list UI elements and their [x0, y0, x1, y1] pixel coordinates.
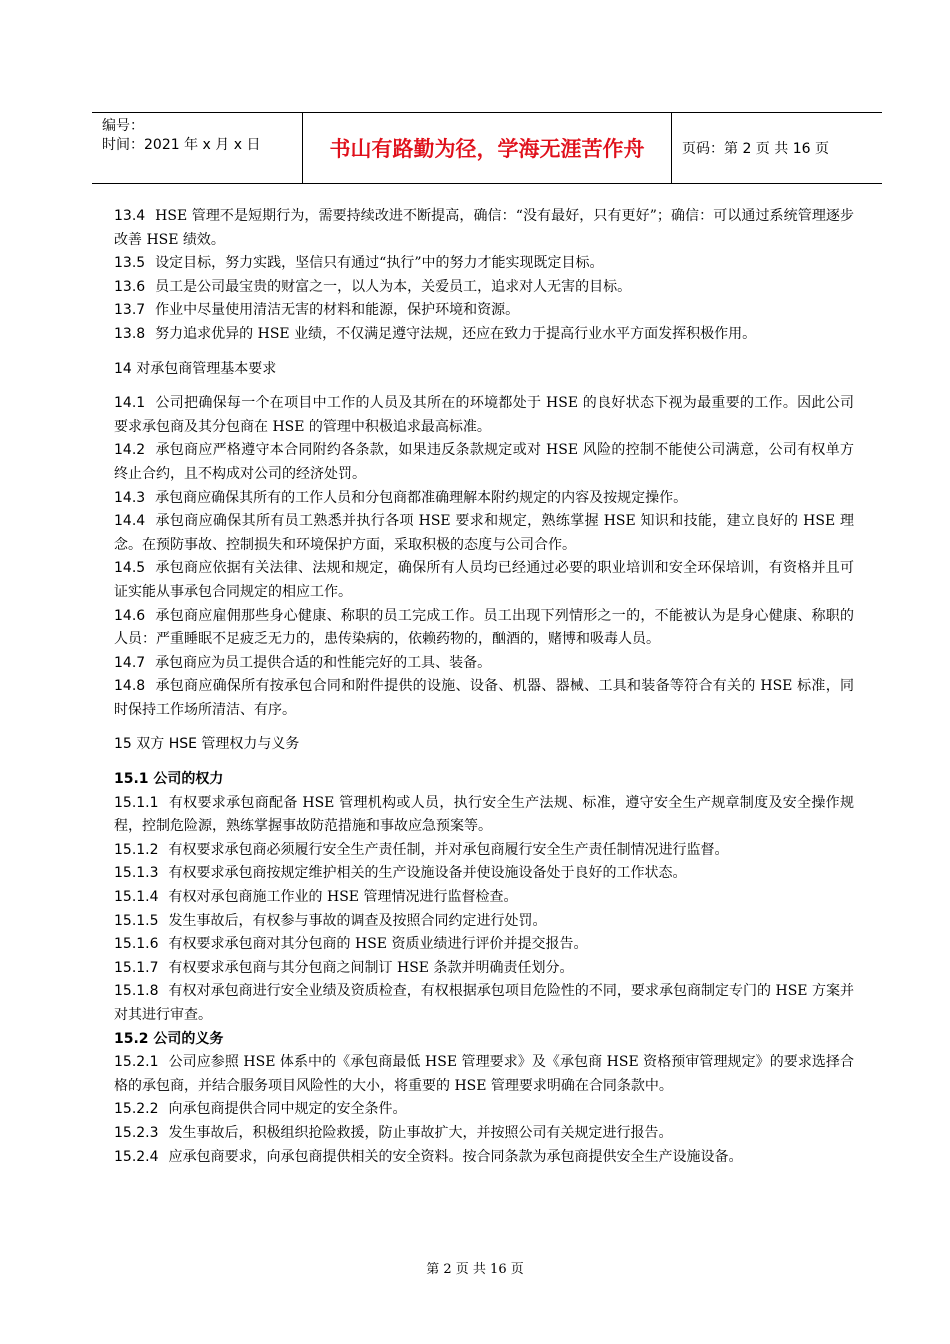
number-label: 编号：: [102, 118, 144, 134]
header-motto: 书山有路勤为径，学海无涯苦作舟: [303, 113, 672, 183]
clause-paragraph: [114, 839, 854, 863]
clause-number: 13.7: [114, 302, 146, 319]
clause-text: 有权对承包商施工作业的 HSE 管理情况进行监督检查。: [168, 889, 518, 906]
clause-number: 15.1.3: [114, 865, 159, 882]
clause-text: 员工是公司最宝贵的财富之一，以人为本，关爱员工，追求对人无害的目标。: [155, 278, 632, 295]
clause-text: 有权要求承包商与其分包商之间制订 HSE 条款并明确责任划分。: [168, 959, 574, 976]
clause-number: 14.8: [114, 678, 146, 695]
clause-text: 承包商应确保所有按承包合同和附件提供的设施、设备、机器、器械、工具和装备等符合有关的 HSE 标准，同时保持工作场所清洁、有序。: [114, 678, 854, 718]
clause-text: 设定目标，努力实践，坚信只有通过“执行”中的努力才能实现既定目标。: [155, 255, 604, 272]
clause-number: 15.1.6: [114, 936, 159, 953]
clause-paragraph: [114, 1146, 854, 1170]
clause-paragraph: [114, 862, 854, 886]
clause-paragraph: [114, 980, 854, 1027]
page-header: [92, 112, 882, 184]
clause-paragraph: [114, 252, 854, 276]
clause-paragraph: [114, 910, 854, 934]
clause-text: 承包商应依据有关法律、法规和规定，确保所有人员均已经通过必要的职业培训和安全环保培训，有资格并且可证实能从事承包合同规定的相应工作。: [114, 560, 854, 600]
clause-number: 13.5: [114, 255, 146, 272]
clause-paragraph: [114, 439, 854, 486]
clause-paragraph: [114, 1051, 854, 1098]
clause-paragraph: [114, 1098, 854, 1122]
clause-number: 15.1.5: [114, 912, 159, 929]
clause-paragraph: [114, 557, 854, 604]
clause-text: 应承包商要求，向承包商提供相关的安全资料。按合同条款为承包商提供安全生产设施设备。: [168, 1148, 743, 1165]
clause-paragraph: [114, 510, 854, 557]
clause-paragraph: [114, 205, 854, 252]
clause-text: 发生事故后，有权参与事故的调查及按照合同约定进行处罚。: [168, 912, 547, 929]
clause-number: 13.8: [114, 325, 146, 342]
header-page-label: 页码：第 2 页 共 16 页: [682, 141, 829, 157]
clause-paragraph: [114, 1122, 854, 1146]
clause-text: HSE 管理不是短期行为，需要持续改进不断提高，确信：“没有最好，只有更好”；确信：可以通过系统管理逐步改善 HSE 绩效。: [114, 208, 854, 248]
clause-number: 13.4: [114, 208, 146, 224]
clause-paragraph: [114, 299, 854, 323]
clause-text: 作业中尽量使用清洁无害的材料和能源，保护环境和资源。: [155, 302, 520, 319]
header-meta: [92, 113, 303, 183]
clause-number: 13.6: [114, 278, 146, 295]
clause-number: 15.1.7: [114, 959, 159, 976]
clause-number: 14.7: [114, 654, 146, 671]
subsection-heading: 15.2 公司的义务: [114, 1030, 224, 1047]
clause-paragraph: [114, 487, 854, 511]
document-body: [114, 205, 854, 1169]
clause-paragraph: [114, 933, 854, 957]
clause-number: 14.2: [114, 442, 146, 459]
clause-text: 向承包商提供合同中规定的安全条件。: [168, 1101, 407, 1118]
clause-text: 发生事故后，积极组织抢险救援，防止事故扩大，并按照公司有关规定进行报告。: [168, 1124, 673, 1141]
clause-number: 14.1: [114, 395, 146, 412]
clause-number: 15.1.4: [114, 889, 159, 906]
clause-number: 14.5: [114, 560, 146, 577]
clause-text: 承包商应确保其所有的工作人员和分包商都准确理解本附约规定的内容及按规定操作。: [155, 489, 688, 506]
clause-text: 承包商应为员工提供合适的和性能完好的工具、装备。: [155, 654, 492, 671]
clause-number: 15.2.4: [114, 1148, 159, 1165]
clause-number: 14.6: [114, 607, 146, 624]
clause-paragraph: [114, 276, 854, 300]
clause-text: 有权要求承包商必须履行安全生产责任制，并对承包商履行安全生产责任制情况进行监督。: [168, 841, 729, 858]
time-label: 时间：2021 年 x 月 x 日: [102, 137, 261, 153]
clause-number: 15.1.2: [114, 841, 159, 858]
clause-text: 有权要求承包商对其分包商的 HSE 资质业绩进行评价并提交报告。: [168, 936, 588, 953]
clause-paragraph: [114, 392, 854, 439]
section-heading: 14 对承包商管理基本要求: [114, 360, 277, 377]
clause-paragraph: [114, 675, 854, 722]
clause-paragraph: [114, 886, 854, 910]
clause-number: 15.2.2: [114, 1101, 159, 1118]
page-footer: 第 2 页 共 16 页: [426, 1262, 524, 1277]
clause-text: 公司应参照 HSE 体系中的《承包商最低 HSE 管理要求》及《承包商 HSE 资格预审管理规定》的要求选择合格的承包商，并结合服务项目风险性的大小，将重要的 HSE 管理要求明确在合同条款中。: [114, 1054, 854, 1094]
clause-number: 14.3: [114, 489, 146, 506]
clause-text: 有权要求承包商配备 HSE 管理机构或人员，执行安全生产法规、标准，遵守安全生产规章制度及安全操作规程，控制危险源，熟练掌握事故防范措施和事故应急预案等。: [114, 794, 854, 835]
clause-paragraph: [114, 323, 854, 347]
section-heading: 15 双方 HSE 管理权力与义务: [114, 736, 300, 753]
clause-text: 承包商应确保其所有员工熟悉并执行各项 HSE 要求和规定，熟练掌握 HSE 知识和技能，建立良好的 HSE 理念。在预防事故、控制损失和环境保护方面，采取积极的态度与公司合作。: [114, 513, 854, 553]
clause-text: 承包商应严格遵守本合同附约各条款，如果违反条款规定或对 HSE 风险的控制不能使公司满意，公司有权单方终止合约，且不构成对公司的经济处罚。: [114, 442, 854, 482]
clause-paragraph: [114, 652, 854, 676]
clause-number: 15.1.8: [114, 983, 159, 1000]
subsection-heading: 15.1 公司的权力: [114, 771, 224, 788]
clause-paragraph: [114, 957, 854, 981]
clause-text: 有权对承包商进行安全业绩及资质检查，有权根据承包项目危险性的不同，要求承包商制定专门的 HSE 方案并对其进行审查。: [114, 983, 854, 1023]
clause-text: 努力追求优异的 HSE 业绩，不仅满足遵守法规，还应在致力于提高行业水平方面发挥积极作用。: [155, 325, 757, 342]
clause-paragraph: [114, 605, 854, 652]
clause-number: 15.2.1: [114, 1054, 159, 1071]
clause-text: 承包商应雇佣那些身心健康、称职的员工完成工作。员工出现下列情形之一的，不能被认为是身心健康、称职的人员：严重睡眠不足疲乏无力的，患传染病的，依赖药物的，酗酒的，赌博和吸毒人员。: [114, 607, 854, 648]
clause-number: 15.1.1: [114, 794, 159, 811]
clause-paragraph: [114, 792, 854, 839]
clause-text: 有权要求承包商按规定维护相关的生产设施设备并使设施设备处于良好的工作状态。: [168, 865, 687, 882]
clause-text: 公司把确保每一个在项目中工作的人员及其所在的环境都处于 HSE 的良好状态下视为最重要的工作。因此公司要求承包商及其分包商在 HSE 的管理中积极追求最高标准。: [114, 395, 854, 435]
clause-number: 14.4: [114, 513, 146, 530]
clause-number: 15.2.3: [114, 1124, 159, 1141]
